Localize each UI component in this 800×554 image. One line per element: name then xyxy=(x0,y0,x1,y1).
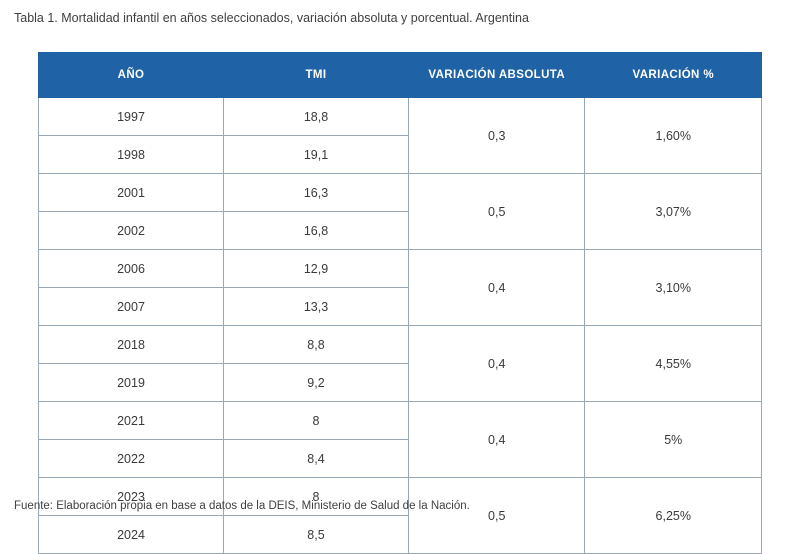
cell-anio: 2006 xyxy=(39,250,224,288)
cell-variacion-absoluta: 0,4 xyxy=(409,250,585,326)
cell-anio: 2023 xyxy=(39,478,224,516)
cell-anio: 2024 xyxy=(39,516,224,554)
table-row xyxy=(39,250,762,288)
cell-anio: 2001 xyxy=(39,174,224,212)
cell-variacion-porcentual: 4,55% xyxy=(585,326,762,402)
cell-variacion-absoluta: 0,4 xyxy=(409,402,585,478)
table-header-row xyxy=(39,53,762,98)
cell-tmi: 19,1 xyxy=(224,136,409,174)
cell-variacion-absoluta: 0,5 xyxy=(409,478,585,554)
cell-tmi: 13,3 xyxy=(224,288,409,326)
cell-anio: 2019 xyxy=(39,364,224,402)
cell-variacion-porcentual: 5% xyxy=(585,402,762,478)
cell-anio: 1997 xyxy=(39,98,224,136)
column-header-anio: AÑO xyxy=(39,53,224,98)
column-header-variacion-porcentual: VARIACIÓN % xyxy=(585,53,762,98)
cell-anio: 1998 xyxy=(39,136,224,174)
cell-tmi: 8,8 xyxy=(224,326,409,364)
table-container xyxy=(38,52,762,554)
cell-variacion-porcentual: 3,10% xyxy=(585,250,762,326)
cell-tmi: 8,5 xyxy=(224,516,409,554)
cell-anio: 2022 xyxy=(39,440,224,478)
cell-anio: 2007 xyxy=(39,288,224,326)
table-head xyxy=(39,53,762,98)
column-header-tmi: TMI xyxy=(224,53,409,98)
mortality-table xyxy=(38,52,762,554)
table-row xyxy=(39,174,762,212)
cell-tmi: 8,4 xyxy=(224,440,409,478)
table-row xyxy=(39,98,762,136)
cell-variacion-absoluta: 0,3 xyxy=(409,98,585,174)
cell-variacion-absoluta: 0,5 xyxy=(409,174,585,250)
cell-tmi: 16,8 xyxy=(224,212,409,250)
cell-variacion-porcentual: 6,25% xyxy=(585,478,762,554)
cell-tmi: 8 xyxy=(224,478,409,516)
cell-variacion-porcentual: 3,07% xyxy=(585,174,762,250)
cell-anio: 2021 xyxy=(39,402,224,440)
cell-anio: 2018 xyxy=(39,326,224,364)
cell-tmi: 8 xyxy=(224,402,409,440)
column-header-variacion-absoluta: VARIACIÓN ABSOLUTA xyxy=(409,53,585,98)
table-source-note: Fuente: Elaboración propia en base a datos de la DEIS, Ministerio de Salud de la Nación. xyxy=(14,500,470,512)
cell-tmi: 12,9 xyxy=(224,250,409,288)
table-row xyxy=(39,402,762,440)
cell-variacion-porcentual: 1,60% xyxy=(585,98,762,174)
cell-variacion-absoluta: 0,4 xyxy=(409,326,585,402)
table-row xyxy=(39,326,762,364)
cell-tmi: 9,2 xyxy=(224,364,409,402)
cell-tmi: 16,3 xyxy=(224,174,409,212)
table-caption: Tabla 1. Mortalidad infantil en años seleccionados, variación absoluta y porcentual. Argentina xyxy=(14,11,529,25)
cell-tmi: 18,8 xyxy=(224,98,409,136)
table-body xyxy=(39,98,762,554)
cell-anio: 2002 xyxy=(39,212,224,250)
